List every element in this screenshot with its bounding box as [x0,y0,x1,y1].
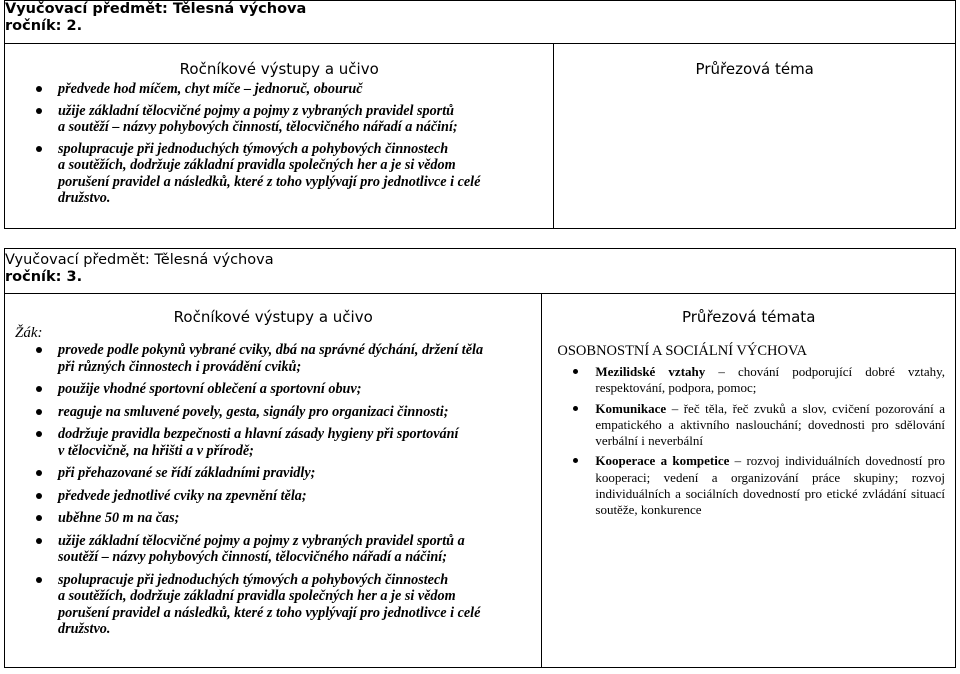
theme-item [542,364,955,397]
outcome-line: použije vhodné sportovní oblečení a sportovní obuv; [58,381,362,397]
outcome-line: v tělocvičně, na hřišti a v přírodě; [58,442,254,459]
outcome-line: soutěží – názvy pohybových činností, tělocvičného nářadí a náčiní; [58,549,447,565]
subject-title: Vyučovací předmět: Tělesná výchova [5,1,307,17]
theme-section-title: OSOBNOSTNÍ A SOCIÁLNÍ VÝCHOVA [557,343,808,359]
subject-title: Vyučovací předmět: Tělesná výchova [5,252,274,268]
grade3-themes-cell [542,294,956,668]
outcome-line: a soutěžích, dodržuje základní pravidla společných her a je si vědom [58,157,456,173]
outcome-line: uběhne 50 m na čas; [58,510,180,526]
outcome-line: spolupracuje při jednoduchých týmových a pohybových činnostech [58,571,449,588]
outcome-line: dodržuje pravidla bezpečnosti a hlavní zásady hygieny při sportování [58,426,459,442]
bullet-icon [36,538,42,544]
grade3-table [4,248,956,668]
outcome-line: družstvo. [58,190,111,206]
bullet-icon [36,108,42,114]
outcome-item [5,488,541,505]
grade3-header [5,249,956,294]
theme-item [542,401,955,450]
outcome-item [5,404,541,421]
theme-term: Komunikace [595,400,667,416]
theme-term: Mezilidské vztahy [595,364,706,379]
grade2-table [4,0,956,229]
outcome-line: družstvo. [58,621,111,637]
bullet-icon [36,515,42,521]
theme-term: Kooperace a kompetice [595,453,730,469]
outcomes-column-heading: Ročníkové výstupy a učivo [173,308,373,326]
outcome-item [5,533,541,566]
outcome-line: předvede hod míčem, chyt míče – jednoruč, obouruč [58,81,363,97]
outcome-line: a soutěžích, dodržuje základní pravidla společných her a je si vědom [58,588,456,604]
bullet-icon [36,409,42,415]
grade3-outcomes-list [5,342,541,638]
outcome-item [5,342,541,375]
grade2-header [5,1,956,44]
outcome-line: provede podle pokynů vybrané cviky, dbá na správné dýchání, držení těla [58,342,484,358]
outcome-item [5,381,541,398]
cross-curricular-themes-list [542,364,955,519]
pupil-label: Žák: [15,325,43,341]
bullet-icon [36,386,42,392]
outcome-line: a soutěží – názvy pohybových činností, tělocvičného nářadí a náčiní; [58,119,458,135]
bullet-icon [36,146,42,152]
grade-label: ročník: 2. [5,18,83,34]
outcome-line: užije základní tělocvičné pojmy a pojmy z vybraných pravidel sportů a [58,532,465,549]
outcome-item [5,572,541,638]
bullet-icon [36,470,42,476]
grade2-outcomes-cell [5,44,554,229]
theme-description: – rozvoj individuálních dovedností pro kooperaci; vedení a organizování práce skupiny; rozvoj individuálních a sociálních dovedností pro etické zvládání situací soutěže, konkurence [595,453,945,518]
grade2-outcomes-list [5,81,553,207]
theme-description: – chování podporující dobré vztahy, respektování, podpora, pomoc; [595,364,946,396]
theme-description: – řeč těla, řeč zvuků a slov, cvičení pozorování a empatického a aktivního naslouchání; dovednosti pro sdělování verbální i neverbální [595,400,945,449]
outcome-item [5,103,553,136]
bullet-icon [36,86,42,92]
outcome-line: porušení pravidel a následků, které z toho vyplývají pro jednotlivce i celé [58,173,481,190]
bullet-icon [36,431,42,437]
outcomes-column-heading: Ročníkové výstupy a učivo [179,60,379,78]
theme-item [542,453,955,518]
themes-column-heading: Průřezová témata [681,308,816,326]
bullet-icon [36,493,42,499]
outcome-item [5,426,541,459]
outcome-line: při přehazované se řídí základními pravidly; [58,465,316,481]
bullet-icon [36,577,42,583]
grade2-themes-cell [554,44,956,229]
outcome-line: porušení pravidel a následků, které z toho vyplývají pro jednotlivce i celé [58,604,481,621]
outcome-item [5,81,553,98]
bullet-icon [573,458,578,463]
outcome-item [5,141,553,207]
grade-label: ročník: 3. [5,269,83,285]
outcome-item [5,465,541,482]
outcome-line: užije základní tělocvičné pojmy a pojmy z vybraných pravidel sportů [58,102,455,119]
outcome-line: předvede jednotlivé cviky na zpevnění těla; [58,487,307,504]
outcome-line: spolupracuje při jednoduchých týmových a pohybových činnostech [58,140,449,157]
outcome-item [5,510,541,527]
bullet-icon [573,369,578,374]
outcome-line: při různých činnostech i provádění cviků; [58,358,302,375]
grade3-outcomes-cell [5,294,542,668]
outcome-line: reaguje na smluvené povely, gesta, signály pro organizaci činnosti; [58,403,449,420]
bullet-icon [36,347,42,353]
themes-column-heading: Průřezová téma [695,60,814,78]
bullet-icon [573,406,578,411]
